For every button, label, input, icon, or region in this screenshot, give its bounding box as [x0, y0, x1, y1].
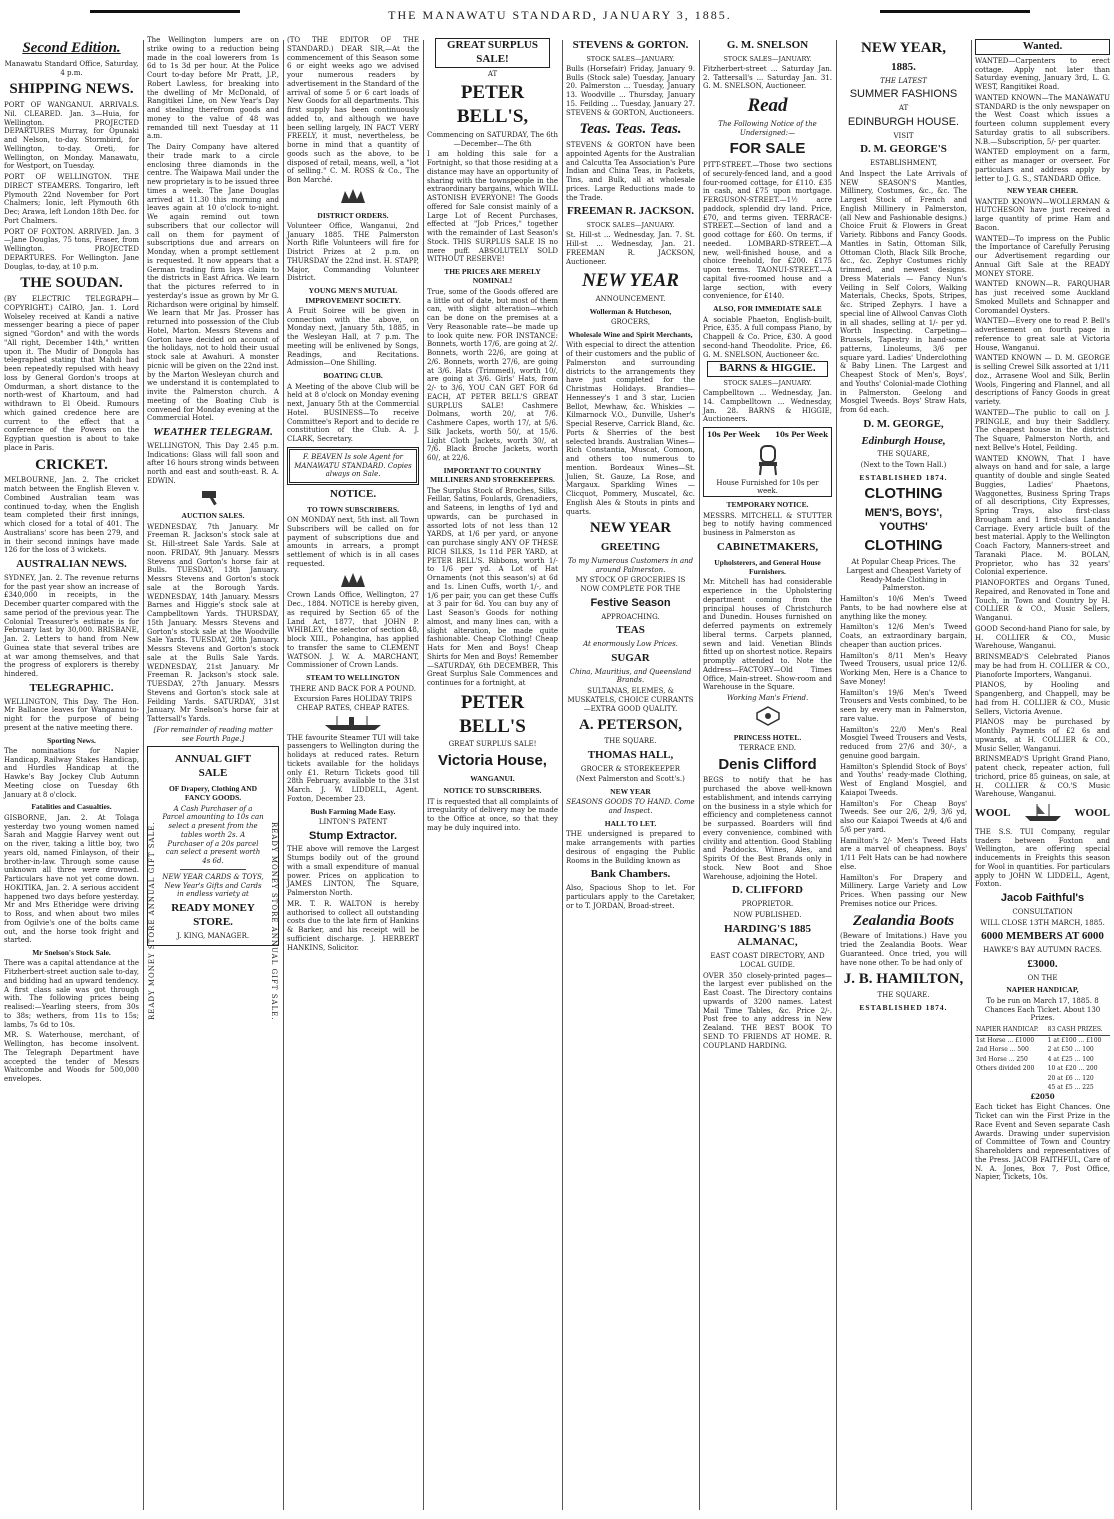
cabinetmakers-heading: CABINETMAKERS,: [716, 540, 819, 553]
wollerman-hutcheson: Wollerman & Hutcheson,: [589, 306, 672, 316]
hamilton-ad-6: Hamilton's Splendid Stock of Boys' and Youths' ready-made Clothing, West of England Mosgiel, and Kaiapoi Tweeds.: [840, 762, 967, 797]
wool-left: WOOL: [975, 806, 1011, 819]
also-heading: ALSO, FOR IMMEDIATE SALE: [713, 304, 822, 314]
annual-gift-sale-sub: OF Drapery, Clothing AND FANCY GOODS.: [168, 783, 258, 803]
column-5: [562, 36, 699, 1512]
annual-gift-sale-ad: [147, 746, 279, 1021]
harding-almanac-heading: HARDING'S 1885 ALMANAC,: [723, 922, 812, 949]
annual-gift-sale-body: A Cash Purchaser of a Parcel amounting to 10s can select a present from the tables worth 2s. A Purchaser of a 20s parcel can select a present worth 4s 6d.: [162, 804, 264, 866]
edinburgh-house: EDINBURGH HOUSE.: [847, 115, 960, 128]
read-heading: Read: [747, 95, 788, 117]
established-1874: ESTABLISHED 1874.: [859, 472, 948, 482]
side-banner-right: READY MONEY STORE ANNUAL GIFT SALE.: [270, 822, 278, 1021]
announcement: ANNOUNCEMENT.: [595, 295, 666, 303]
wanted-9: WANTED—The public to call on J. PRINGLE, and buy their Saddlery. The cheapest house in the district. The Square, Palmerston North, and next Bellve's Hotel, Feilding.: [975, 408, 1110, 452]
fatalities-article: GISBORNE, Jan. 2. At Tolaga yesterday two young women named Sarah and Maggie Harvey went out on the river, taking a little boy, two years old, named Finlayson, of their brother-in-law. Through some cause unknown all three were drowned. Particulars have not yet come down. HOKITIKA, Jan. 2. A serious accident happened two days before yesterday. Mr and Mrs Etheridge were driving to Ross, and when about two miles from Ogilvie's one of the bolts came out, and the horse took fright and started.: [4, 813, 139, 945]
new-year-goods-sub: SEASONS GOODS TO HAND. Come and Inspect.: [566, 798, 695, 816]
greeting-heading: GREETING: [600, 541, 661, 553]
linton-patent: LINTON'S PATENT: [318, 817, 388, 826]
great-surplus-sale-banner: GREAT SURPLUS SALE!: [435, 38, 550, 68]
wanted-5: WANTED—To impress on the Public the Importance of Carefully Perusing our Advertisement regarding our Annual Gift Sale at the READY MONEY STORE.: [975, 234, 1110, 278]
tui-notice: THE favourite Steamer TUI will take passengers to Wellington during the holidays at reduced rates. Return tickets available for the holidays only £1. Return Tickets good till 28th February, available to the 31st March. J. W. LIDDELL, Agent. Foxton, December 23.: [287, 733, 419, 803]
cricket-article: MELBOURNE, Jan. 2. The cricket match between the English Eleven v. Combined Australian team was continued to-day, when the English team completed their first innings, which closed for a total of 401. The Australians' score has been 279, and in their second innings have made 126 for the loss of 3 wickets.: [4, 476, 139, 555]
wanted-8: WANTED KNOWN — D. M. GEORGE is selling Crewel Silk assorted at 1/11 doz., Arrasene Wool and Silk, Berlin Wools, Fingering and Flannel, and all descriptions of Fancy Goods in great variety.: [975, 354, 1110, 407]
steamer-icon: [287, 715, 419, 734]
on-the: ON THE: [1027, 973, 1058, 982]
soudan-article: (BY ELECTRIC TELEGRAPH—COPYRIGHT.) CAIRO, Jan. 1. Lord Wolseley received at Kandi a native messenger bearing a piece of paper signed "Gordon" and with the words "All right, December 14th," written upon it. The Mudir of Dongola has telegraphed stating that Mahdi had been repeatedly repulsed with heavy loss by General Gordon's troops at Omdurman, a short distance to the north-west of Khartoum, and had withdrawn to El Obeid. Rumours which gained credence here are current to the effect that a conference of the Powers on the Egyptian question is about to take place in Paris.: [4, 295, 139, 452]
hotel-crest-icon: [703, 705, 832, 730]
freeman-jackson-heading: FREEMAN R. JACKSON.: [566, 205, 695, 218]
prize-table-cell: 10 at £20 ... 200: [1047, 1065, 1098, 1072]
the-square: THE SQUARE,: [877, 450, 930, 459]
prize-table-cell: 2nd Horse ... 500: [976, 1046, 1029, 1053]
masthead: [0, 0, 1114, 36]
prize-table-cell: 4 at £25 ... 100: [1047, 1055, 1094, 1063]
district-orders-heading: DISTRICT ORDERS.: [317, 210, 389, 220]
furniture-ad: [703, 427, 832, 497]
wholesale-label: Wholesale Wine and Spirit Merchants,: [568, 329, 693, 339]
boating-notice: A Meeting of the above Club will be held at 8 o'clock on Monday evening next, January 5th at the Commercial Hotel. BUSINESS—To receive Committee's Report and to decide re constitution of the Club. A. J. CLARK, Secretary.: [287, 382, 419, 443]
remainder-note: [For remainder of reading matter see Fourth Page.]: [153, 725, 273, 743]
prize-table-row: [975, 1035, 1110, 1045]
barns-higgie-list: Campbelltown ... Wednesday, Jan. 14. Campbelltown ... Wednesday, Jan. 28. BARNS & HIGGIE, Auctioneers.: [703, 389, 832, 424]
piano-ad-2: GOOD Second-hand Piano for sale, by H. COLLIER & CO., Music Warehouse, Wanganui.: [975, 624, 1110, 651]
teas-heading: Teas. Teas. Teas.: [579, 121, 682, 138]
grocers-label: GROCERS,: [610, 318, 651, 327]
upholsterers-sub: Upholsterers, and General House Furnishers.: [714, 557, 821, 576]
sporting-heading: Sporting News.: [47, 735, 96, 745]
thomas-hall-sub2: (Next Palmerston and Scott's.): [576, 775, 685, 784]
australian-article: SYDNEY, Jan. 2. The revenue returns for the past year show an increase of £340,000 in receipts, in the December quarter compared with the same period of the previous year. The Colonial Treasurer's estimate is for February last by 30,000. BRISBANE, Jan. 2. Letters to hand from New Guinea state that several tribes are at war among themselves, and that the progress of explorers is thereby hindered.: [4, 573, 139, 678]
new-year-cheer: NEW YEAR CHEER.: [1006, 186, 1079, 196]
port-foxton: PORT OF FOXTON. ARRIVED. Jan. 3—Jane Douglas, 75 tons, Fraser, from Wellington. PROJECTED DEPARTURES. For Wellington. Jane Douglas, to-day, at 10 p.m.: [4, 227, 139, 271]
sugar-heading: SUGAR: [611, 651, 650, 664]
peter-bells-heading: PETER BELL'S,: [456, 82, 529, 127]
notice-subscribers-heading: NOTICE TO SUBSCRIBERS.: [443, 786, 542, 796]
establishment: ESTABLISHMENT,: [870, 159, 937, 167]
sugar-sub: China, Mauritius, and Queensland Brands.: [569, 667, 692, 685]
prize-table-cell: 1st Horse ... £1000: [976, 1036, 1035, 1044]
now-published: NOW PUBLISHED.: [733, 910, 802, 919]
clifford-signature: D. CLIFFORD: [732, 884, 803, 897]
masthead-title: THE MANAWATU STANDARD, JANUARY 3, 1885.: [388, 8, 732, 22]
soudan-heading: THE SOUDAN.: [20, 275, 123, 292]
port-wanganui: PORT OF WANGANUI. ARRIVALS. Nil. CLEARED. Jan. 3—Huia, for Wellington. PROJECTED DEPARTURES Murray, for Opunaki and Nelson, to-day. Stormbird, for Wellington, to-day. Oreti, for Wellington, on Monday. Manawatu, for Westport, on Tuesday.: [4, 101, 139, 171]
column-3: [283, 36, 423, 1512]
greeting-new-year: NEW YEAR: [589, 520, 672, 537]
house-furnished: House Furnished for 10s per week.: [716, 478, 819, 496]
also-body: A sociable Phaeton, English-built, Price, £35. A full compass Piano, by Chappell & Co. Price, £30. A good second-hand Theodolite. Price, £6. G. M. SNELSON, Auctioneer &c.: [703, 315, 832, 359]
stump-extractor-heading: Stump Extractor.: [308, 829, 398, 842]
prices-nominal: THE PRICES ARE MERELY NOMINAL!: [444, 267, 541, 286]
fatalities-heading: Fatalities and Casualties.: [31, 802, 112, 812]
george-signature: D. M. GEORGE,: [863, 417, 944, 430]
wanted-3: WANTED employment on a farm, either as manager or overseer. For particulars and address apply by letter to J. G. S., STANDARD Office.: [975, 148, 1110, 183]
george-body: And Inspect the Late Arrivals of NEW SEASON'S Mantles, Millinery, Costumes, &c., &c. The Largest Stock of French and English Millinery in Palmerston, (all New and Fashionable designs.) Choice Fruit & Flowers in Great Variety. Ribbons and Fancy Goods. Mantles in Satin, Ottoman Silk, Ottoman Cloth, Black Silk Broche, &c., &c. Zephyr Costumes richly trimmed, and newest designs. Dress Materials — Fancy Nun's Veiling in Self Colors, Walking Materials, Checks, Spots, Stripes, &c. Striped Zephyrs. I have a special line of Allwool Canvas Cloth in all shades, selling at 1/- per yd. Worth Inspecting. Carpeting—Brussels, Tapestry in hand-some patterns, Linoleums, 3/6 per square yard. Ladies' Underclothing & Baby Linen. The Largest and Cheapest Stock of Men's, Boys', and Youths' Colonial-made Clothing in Palmerston. Geelong and Mosgiel Tweeds. Boys' Straw Hats, from 6d each.: [840, 169, 967, 414]
hamilton-ad-9: Hamilton's For Drapery and Millinery. Large Variety and Low Prices. When passing our New Premises notice our Prices.: [840, 873, 967, 908]
sultanas-line: SULTANAS, ELEMES, & MUSKATELS, CHOICE CURRANTS—EXTRA GOOD QUALITY.: [567, 687, 694, 713]
bank-chambers-body: Also, Spacious Shop to let. For particulars apply to the Caretaker, or to T. JORDAN, Broad-street.: [566, 884, 695, 910]
teas2-sub: At enormously Low Prices.: [583, 640, 678, 648]
cricket-heading: CRICKET.: [35, 456, 108, 473]
clothing-heading: CLOTHING: [864, 485, 943, 503]
at-label: AT: [898, 104, 909, 112]
column-7: [836, 36, 971, 1512]
for-sale-body: PITT-STREET.—Those two sections of securely-fenced land, and a good four-roomed cottage, for £110. £35 in cash, and £75 upon mortgage. FERGUSON-STREET.—1½ acre paddock, splendid dry land. Price, £70, and terms given. TERRACE-STREET.—Section of land and a good cottage for £60. On terms, if needed. LOMBARD-STREET.—A new, well-finished house, and a choice freehold, for £200. £175 upon terms. TAONUI-STREET.—A capital five-roomed house and a large section, with every convenience, for £140.: [703, 161, 832, 301]
hamilton-ad-2: Hamilton's 12/6 Men's Tweed Coats, an extraordinary bargain, cheaper than auction prices.: [840, 623, 967, 649]
wanted-10: WANTED KNOWN, That I have always on hand and for sale, a large quantity of double and single Seated Buggies, Ladies' Phaetons, Waggonettes, Business Spring Traps of all descriptions, City Expresses, Spring Trays, also first-class Brougham and 1 first-class Landau Carriage. Every article built of the best material. Apply to the Wellington Coach Factory, Manners-street and Taranaki Place. M. BOLAN, Proprietor, who has 32 years' Colonial experience.: [975, 454, 1110, 577]
sporting-article: The nominations for Napier Handicap, Railway Stakes Handicap, and Hurdles Handicap at the Hawke's Bay Jockey Club Autumn Meeting close on Tuesday 6th January at 8 o'clock.: [4, 746, 139, 799]
dm-george-heading: D. M. GEORGE'S: [860, 143, 947, 156]
napier-handicap: NAPIER HANDICAP,: [1006, 985, 1079, 995]
district-orders: Volunteer Office, Wanganui, 2nd January 1885. THE Palmerston North Rifle Volunteers will fire for District Prizes at 2 p.m. on THURSDAY the 22nd inst. H. STAPP, Major, Commanding Volunteer District.: [287, 221, 419, 283]
read-sub: The Following Notice of the Undersigned:—: [718, 119, 817, 137]
prize-table-row: [975, 1045, 1110, 1055]
harding-body: OVER 350 closely-printed pages—the largest ever published on the East Coast. The Directory contains upwards of 3200 names. Latest Mail Time Tables, &c. Price 2/-. Post free to any address in New Zealand. THE BEST BOOK TO SEND TO FRIENDS AT HOME. R. COUPLAND HARDING.: [703, 971, 832, 1050]
working-mans-friend: Working Man's Friend.: [726, 694, 809, 702]
peter-bells-footer: PETER BELL'S: [459, 691, 526, 737]
chair-icon: [707, 444, 828, 479]
festive-season: Festive Season: [590, 596, 671, 609]
local-news-body: The Dairy Company have altered their trade mark to a circle enclosing three diamonds in the centre. The Waipawa Mail under the new proprietary is to be issued three times a week. The Jane Douglas arrived at 11.30 this morning and leaves again at 10 o'clock to-night. We again remind out town subscribers that our collector will call on them for payment of subscriptions due and arrears on Monday, when a prompt settlement is requested. It now appears that a German trading firm lays claim to the districts in East Africa. We learn that the pictures referred to in yesterday's issue as grown by Mr G. Richardson were original by himself. We learn that Mr Jas. Prosser has returned into possession of the Club Hotel, Marton. Messrs Stevens and Gorton have decided on account of the holidays, not to hold their usual stock sale at Awahuri. A monster picnic will be given on the 22nd inst. by the Marton Wesleyan church and we understand it is contemplated to invite the Palmerston church. A meeting of the Boating Club is convened for Monday evening at the Commercial Hotel.: [147, 143, 279, 423]
commencing: Commencing on SATURDAY, The 6th—December—The 6th: [427, 130, 558, 148]
walton-notice: MR. T. R. WALTON is hereby authorised to collect all outstanding costs due to the late firm of Hankins & Barker, and his receipt will be sufficient discharge. J. HERBERT HANKINS, Solicitor.: [287, 899, 419, 952]
great-surplus-sale-footer: GREAT SURPLUS SALE!: [448, 740, 537, 749]
wanted-1: WANTED—Carpenters to erect cottage. Apply not later than Saturday evening, January 3rd, L. G. WEST, Rangitikei Road.: [975, 56, 1110, 91]
prize-table-cell: 20 at £6 ... 120: [1047, 1074, 1094, 1082]
bush-farming-heading: Bush Farming Made Easy.: [310, 806, 396, 816]
piano-ad-3: BRINSMEAD'S Celebrated Pianos may be had from H. COLLIER & CO., Pianoforte Importers, Wanganui.: [975, 653, 1110, 679]
thomas-hall-sub: GROCER & STOREKEEPER: [580, 764, 681, 773]
peterson-heading: A. PETERSON,: [579, 717, 682, 734]
wanganui-label: WANGANUI.: [470, 773, 515, 783]
wanted-7: WANTED—Every one to read P. Bell's advertisement on fourth page in reference to great sale at Victoria House, Wanganui.: [975, 317, 1110, 352]
jacob-faithful-heading: Jacob Faithful's: [1000, 892, 1085, 905]
column-2: [143, 36, 283, 1512]
column-1: [0, 36, 143, 1512]
denis-clifford-heading: Denis Clifford: [718, 755, 817, 773]
snelson-sub: STOCK SALES—JANUARY.: [723, 54, 812, 63]
freeman-jackson-sub: STOCK SALES—JANUARY.: [586, 221, 675, 230]
summer-fashions: SUMMER FASHIONS: [849, 88, 958, 101]
hamilton-ad-8: Hamilton's 2/- Men's Tweed Hats are a marvel of cheapness. Boys' 1/11 Felt Hats can be had nowhere else.: [840, 836, 967, 871]
prize-table-cell: [975, 1074, 1047, 1084]
established-1874-footer: ESTABLISHED 1874.: [859, 1002, 948, 1012]
visit-label: VISIT: [893, 131, 914, 140]
per-week-right: 10s Per Week: [775, 430, 828, 440]
stump-extractor-body: THE above will remove the Largest Stumps bodily out of the ground with a small expenditure of manual power. Prices on application to JAMES LINTON, The Square, Palmerston North.: [287, 845, 419, 898]
freeman-jackson-list: St. Hill-st ... Wednesday, Jan. 7. St. Hill-st ... Wednesday, Jan. 21. FREEMAN R. JACKSON, Auctioneer.: [566, 231, 695, 266]
prize-table-row: [975, 1064, 1110, 1074]
teas2-heading: TEAS: [616, 624, 645, 637]
column-6: [699, 36, 836, 1512]
cheap-prices: At Popular Cheap Prices. The Largest and Cheapest Variety of Ready-Made Clothing in Palmerston.: [846, 558, 961, 593]
piano-ad-6: BRINSMEAD'S Upright Grand Piano, patent check, repeater action, full trichord, price 85 guineas, on sale, at H. COLLIER & CO.'S Music Warehouse, Wanganui.: [975, 755, 1110, 799]
steam-sub: THERE AND BACK FOR A POUND.: [290, 684, 416, 693]
prize-total: £2050: [1030, 1091, 1055, 1101]
excursion-fares: Excursion Fares HOLIDAY TRIPS CHEAP RATES, CHEAP RATES.: [293, 695, 413, 712]
piano-ad-4: PIANOS, by Hooling and Spangenberg, and Chappell, may be had from H. COLLIER & CO., Music Sellers, Victoria Avenue.: [975, 681, 1110, 716]
jb-hamilton-heading: J. B. HAMILTON,: [843, 971, 964, 988]
teas-body: STEVENS & GORTON have been appointed Agents for the Australian and Calcutta Tea Association's Pure Indian and China Teas, in Packets, Tins, and Bulk, all at wholesale prices. Large Reductions made to the Trade.: [566, 141, 695, 202]
auction-list: WEDNESDAY, 7th January. Mr Freeman R. Jackson's stock sale at St. Hill-street Sale Yards. Sale at noon. FRIDAY, 9th January. Messrs Stevens and Gorton's horse fair at Bulls. TUESDAY, 13th January. Messrs Stevens and Gorton's stock sale at the Borough Yards. WEDNESDAY, 14th January. Messrs Barnes and Higgie's stock sale at Campbelltown Yards. THURSDAY, 15th January. Messrs Stevens and Gorton's stock sale at the Woodville Sale Yards. TUESDAY, 20th January. Messrs Stevens and Gorton's stock sale at the Bulls Sale Yards. WEDNESDAY, 21st January. Mr Freeman R. Jackson's stock sale. TUESDAY, 27th January. Messrs Stevens and Gorton's stock sale at Feilding Yards. SATURDAY, 31st January. Mr Snelson's horse fair at Tattersall's Yards.: [147, 522, 279, 724]
notice-heading: NOTICE.: [329, 488, 377, 500]
column-4: [423, 36, 562, 1512]
notice-body: ON MONDAY next, 5th inst. all Town Subscribers will be called on for payment of subscriptions due and amounts in arrears, a prompt settlement of which is in all cases requested.: [287, 516, 419, 568]
piano-ad-5: PIANOS may be purchased by Monthly Payments of £2 6s and upwards, at H. COLLIER & CO., Music Seller, Wanganui.: [975, 718, 1110, 753]
snelson-sale-heading: Mr Snelson's Stock Sale.: [32, 948, 111, 957]
new-year-cards: NEW YEAR CARDS & TOYS, New Year's Gifts and Cards in endless variety at: [162, 872, 264, 899]
hall-to-let-heading: HALL TO LET.: [604, 818, 657, 828]
boating-heading: BOATING CLUB.: [323, 371, 383, 381]
wool-ship-icon: [1023, 802, 1063, 825]
princess-hotel-heading: PRINCESS HOTEL.: [733, 732, 802, 742]
beaven-agent-box: F. BEAVEN Is sole Agent for MANAWATU STANDARD. Copies always on Sale.: [287, 447, 419, 485]
zealandia-body: (Beware of Imitations.) Have you tried the Zealandia Boots. Wear Guaranteed. Once tried, you will have none other. To be had only of: [840, 932, 967, 967]
hall-to-let-body: THE undersigned is prepared to make arrangements with parties desirous of engaging the Public Rooms in the Building known as: [566, 830, 695, 865]
weather-article: WELLINGTON, This Day 2.45 p.m. Indications: Glass will fall soon and after 16 hours strong winds between north and east and south-east. R. A. EDWIN.: [147, 441, 279, 485]
steam-heading: STEAM TO WELLINGTON: [306, 673, 400, 683]
prize-table-cell: 45 at £5 ... 225: [1047, 1084, 1094, 1091]
latest-label: THE LATEST: [880, 76, 927, 85]
prize-table-row: [975, 1055, 1110, 1065]
wanted-4: WANTED KNOWN—WOLLERMAN & HUTCHESON have just received a large quantity of prime Ham and Bacon.: [975, 197, 1110, 232]
ymis-heading: YOUNG MEN'S MUTUAL IMPROVEMENT SOCIETY.: [305, 286, 401, 305]
temporary-notice-body: MESSRS. MITCHELL & STUTTER beg to notify having commenced business in Palmerston as: [703, 511, 832, 537]
stevens-gorton-list: Bulls (Horsefair) Friday, January 9. Bulls (Stock sale) Tuesday, January 20. Palmerston ... Tuesday, January 13. Woodville ... Thursday, January 15. Feilding ... Tuesday, January 27. STEVENS & GORTON, Auctioneers.: [566, 64, 695, 117]
hamilton-ad-7: Hamilton's For Cheap Boys' Tweeds. See our 2/6, 2/9, 3/6 yd, also our Kaiapoi Tweeds at 4/6 and 5/6 per yard.: [840, 799, 967, 834]
mens-boys-youths: MEN'S, BOYS', YOUTHS': [864, 506, 943, 533]
hamilton-ad-4: Hamilton's 19/6 Men's Tweed Trousers and Vests combined, to be seen by every man in Palmerston, rare value.: [840, 688, 967, 723]
wool-right: WOOL: [1074, 806, 1110, 819]
store-manager: J. KING, MANAGER.: [176, 931, 250, 940]
wool-banner: [975, 802, 1110, 825]
hamilton-ad-3: Hamilton's 8/11 Men's Heavy Tweed Trousers, usual price 12/6. Working Men, Here is a Chance to Save Money!: [840, 651, 967, 686]
snelson-heading: G. M. SNELSON: [726, 39, 809, 51]
stevens-gorton-sub: STOCK SALES—JANUARY.: [586, 54, 675, 63]
greeting-sub: To my Numerous Customers in and around Palmerston.: [567, 556, 694, 574]
groceries-line: MY STOCK OF GROCERIES IS NOW COMPLETE FOR THE: [575, 576, 686, 593]
jb-hamilton-square: THE SQUARE.: [877, 991, 930, 1000]
consultation-footer: Each ticket has Eight Chances. One Ticket can win the First Prize in the Race Event and Seven separate Cash Awards. Drawing under supervision of Committee of Town and Country Shareholders and representatives of the Press. JACOB FAITHFUL, Care of N. A. Jones, Box 7, Post Office, Napier, Tickets, 10s.: [975, 1103, 1110, 1182]
temporary-notice-heading: TEMPORARY NOTICE.: [726, 500, 809, 510]
notice-sub: TO TOWN SUBSCRIBERS.: [307, 504, 399, 514]
prize-table-cell: 3rd Horse ... 250: [976, 1055, 1028, 1063]
prize-table-cell: NAPIER HANDICAP.: [975, 1025, 1047, 1035]
side-banner-left: READY MONEY STORE ANNUAL GIFT SALE.: [148, 822, 156, 1021]
telegraphic-heading: TELEGRAPHIC.: [29, 681, 114, 694]
prize-table-cell: Others divided 200: [976, 1065, 1035, 1072]
surplus-sale-intro: I am holding this sale for a Fortnight, so that those residing at a distance may have an opportunity of sharing with the townspeople in the extraordinary bargains, which WILL ASTONISH EVERYONE! The Goods offered for Sale consist mainly of a Large Lot of Recent Purchases, effected at "Job Prices," together with the remainder of Last Season's Stock. THIS SURPLUS SALE IS no mere puff. ABSOLUTELY SOLD WITHOUT RESERVE!: [427, 150, 558, 264]
new-year-heading: NEW YEAR: [582, 270, 679, 292]
bon-marche-letter: (TO THE EDITOR OF THE STANDARD.) DEAR SIR,—At the commencement of this Season some 6 or eight weeks ago we advised your numerous readers by advertisement in the Standard of the arrival of some 5 or 6 cart loads of New Goods for all departments. This first supply has been continuously added to, and although we have been selling largely, IN FACT VERY FREELY, it must, nevertheless, be borne in mind that a quantity of goods such as the above, to be disposed of retail, means, well, a "lot of selling." C. M. ROSS & Co., The Bon Marché.: [287, 36, 419, 184]
barns-higgie-sub: STOCK SALES—JANUARY.: [723, 379, 812, 387]
hawkes-bay-races: HAWKE'S BAY AUTUMN RACES.: [983, 946, 1102, 955]
surplus-sale-body: True, some of the Goods offered are a little out of date, but most of them can, with slight alteration—which can be done on the premises at a Very Reasonable rate—be made up to look quite new. FOR INSTANCE: Bonnets, worth 17/6, are going at 2/. Bonnets, worth 22/6, are going at 2/6. Bonnets, worth 27/6, are going at 3/6. Hats (Trimmed), worth 10/, are going at 3/6. Girls' Hats, from 2/- to 3/6, YOU CAN GET FOR 6d EACH, AT PETER BELL'S GREAT SURPLUS SALE! Cashmere Dolmans, worth 20/, at 7/6. Cashmere Capes, worth 17/, at 5/6. Silk Jackets, worth 50/, at 15/6. Light Cloth Jackets, worth 30/, at 7/6. Black Broche Jackets, worth 60/, at 22/6.: [427, 287, 558, 462]
prize-amount: £3000.: [1027, 957, 1058, 970]
denis-clifford-body: BEGS to notify that he has purchased the above well-known establishment, and intends carrying on the business in a style which for efficiency and completeness cannot be surpassed. Boarders will find every convenience, combined with civility and attention. Good Stabling and Paddocks. Wines, Ales, and Spirits Of the Best Brands only in stock. New Boot and Shoe Warehouse, adjoining the Hotel.: [703, 776, 832, 881]
proprietor: PROPRIETOR.: [741, 900, 794, 909]
next-town-hall: (Next to the Town Hall.): [860, 461, 947, 469]
clothing-heading-2: CLOTHING: [864, 537, 943, 555]
prize-table-cell: 1 at £100 ... £100: [1047, 1036, 1102, 1044]
cabinetmakers-body: Mr. Mitchell has had considerable experience in the Upholstering department coming from the principal houses of Christchurch and Dunedin. Houses furnished on deferred payments on extremely liberal terms. Carpets planned, sewn and laid. Venetian Blinds fitted up on shortest notice. Repairs promptly attended to. Note the Address—FACTORY—Old Times Office, Main-street. Show-room and Warehouse in the Square.: [703, 578, 832, 692]
port-wellington: PORT OF WELLINGTON. THE DIRECT STEAMERS. Tongariro, left Plymouth 22nd November for Port Chalmers; Ionic, left Plymouth 6th Dec; Arawa, left London 18th Dec. for Port Chalmers.: [4, 173, 139, 225]
local-news-intro: The Wellington lumpers are on strike owing to a reduction being made in the coal lowerers from 1s 6d to 1s 3d per hour. At the Police Court to-day before Mr Pratt, J.P., Robert Lawless, for breaking into the dwelling of Mr McDonald, of Rangitikei Line, on New Year's Day and stealing therefrom goods and money to the value of 48 was remanded till next Tuesday at 11 a.m.: [147, 36, 279, 141]
bank-chambers: Bank Chambers.: [590, 868, 671, 881]
harding-sub: EAST COAST DIRECTORY, AND LOCAL GUIDE.: [710, 952, 825, 969]
crown-lands-notice: Crown Lands Office, Wellington, 27 Dec., 1884. NOTICE is hereby given, as required by Section 65 of the Land Act, 1877, that JOHN P. WHIBLEY, the selector of section 48, block XIII., Pohangina, has applied to transfer the same to CLEMENT WATSON. J. W. A. MARCHANT, Commissioner of Crown Lands.: [287, 591, 419, 670]
zealandia-boots-heading: Zealandia Boots: [852, 912, 955, 929]
members-line: 6000 MEMBERS AT 6000: [981, 930, 1104, 943]
per-week-left: 10s Per Week: [707, 430, 760, 440]
snelson-list: Fitzherbert-street ... Saturday Jan. 2. Tattersall's ... Saturday Jan. 31. G. M. SNELSON, Auctioneer.: [703, 64, 832, 91]
new-year-goods: NEW YEAR: [610, 787, 651, 796]
ready-money-store: READY MONEY STORE.: [171, 902, 255, 928]
hamilton-ad-5: Hamilton's 22/0 Men's Real Mosgiel Tweed Trousers and Vests, reduced from 27/6 and 30/-, a genuine good bargain.: [840, 725, 967, 760]
shipping-heading: SHIPPING NEWS.: [9, 81, 134, 98]
for-sale-heading: FOR SALE: [729, 140, 806, 158]
important-body: The Surplus Stock of Broches, Silks, Feillar, Satins, Foulards, Grenadiers, and Sateens, in lengths of 1yd and upwards, can be purchased in assorted lots of not less than 12 YARDS, at 1/6 per yard, or anyone can purchase singly ANY OF THESE RICH SILKS, 1s 11d PER YARD, at PETER BELL'S. Ribbons, worth 1/- to 1/6 per yd. A Lot of Hat Ornaments (not this season's) at 6d and 1s. Linen Cuffs, worth 1/-, and 1/6 per pair, you can get these Cuffs at 3 pair for 6d. You can buy any of Last Season's Goods for nothing almost, and many lines can, with a slight alteration, be made quite fashionable. Cheap Clothing! Cheap Hats for Men and Boys! Cheap Shirts for Men and Boys! Remember—SATURDAY, 6th DECEMBER, This Great Surplus Sale Commences and continues for a fortnight, at: [427, 486, 558, 687]
column-8: [971, 36, 1114, 1512]
prize-table-cell: 83 CASH PRIZES.: [1047, 1025, 1110, 1035]
office-line: Manawatu Standard Office, Saturday, 4 p.m.: [4, 59, 139, 77]
masthead-rule-left: [90, 10, 240, 13]
closes-date: WILL CLOSE 13TH MARCH, 1885.: [980, 918, 1105, 927]
stevens-gorton-heading: STEVENS & GORTON.: [572, 39, 689, 51]
annual-gift-sale-heading: ANNUAL GIFT SALE: [174, 753, 252, 780]
thomas-hall-heading: THOMAS HALL,: [587, 748, 674, 761]
prize-table: [975, 1025, 1110, 1093]
crest-icon: [287, 571, 419, 592]
auction-heading: AUCTION SALES.: [181, 511, 245, 521]
hamilton-ad-1: Hamilton's 10/6 Men's Tweed Pants, to be had nowhere else at anything like the money.: [840, 595, 967, 621]
wollerman-body: With especial to direct the attention of their customers and the public of Palmerston and surrounding districts to the arrangements they have just completed for the Christmas Holidays. Brandies—Hennessey's 1 and 3 star, Lucien Bellot, Mewhaw, &c. Whiskies — Kilmarnock V.O., Dunville, Usher's Special Reserve, Carrick Bland, &c. Ports & Sherries of the best selected brands. Australian Wines—Rich Constantia, Muscat, Comoon, and others too numerous to mention. Bordeaux Wines—St. Julien, St. Gauze, La Rose, and Margaux. Sparkling Wines — Clicquot, Pommery, Muscatel, &c. English Ales & Stouts in pints and quarts.: [566, 341, 695, 516]
prize-table-row: [975, 1025, 1110, 1035]
prize-table-cell: 2 at £50 ... 100: [1047, 1046, 1094, 1053]
year-label: 1885.: [891, 60, 916, 73]
ymis-notice: A Fruit Soiree will be given in connection with the above, on Monday next, January 5th, 1885, in the Wesleyan Hall, at 7 p.m. The meeting will be enlivened by Songs, Readings, and Recitations. Admission—One Shilling.: [287, 306, 419, 368]
edition-heading: Second Edition.: [22, 40, 121, 56]
new-year-heading: NEW YEAR,: [860, 40, 946, 56]
snelson-sale-article: There was a capital attendance at the Fitzherbert-street auction sale to-day, and bidding had an upward tendency. A first class sale was got through with. The following prices being realised:—Yearling steers, from 30s to 38s; wethers, from 11s to 15s; lambs, 7s 6d to 10s.: [4, 959, 139, 1029]
at-label: AT: [487, 69, 498, 78]
prize-table-row: [975, 1074, 1110, 1084]
waterhouse-article: MR. S. Waterhouse, merchant, of Wellington, has become insolvent. The Telegraph Department have accepted the tender of Messrs Waitcombe and Woods for 500,000 envelopes.: [4, 1031, 139, 1084]
wanted-heading: Wanted.: [975, 39, 1110, 55]
masthead-rule-right: [880, 10, 1030, 13]
telegraphic-article: WELLINGTON, This Day. The Hon. Mr Ballance leaves for Wanganui to-night for the purpose of being present at the native meeting there.: [4, 697, 139, 732]
notice-subscribers-body: IT is requested that all complaints of irregularity of delivery may be made to the Office at once, so that they may be duly inquired into.: [427, 797, 558, 832]
wanted-2: WANTED KNOWN—The MANAWATU STANDARD is the only newspaper on the West Coast which issues a fourteen column supplement every Saturday gratis to all subscribers. N.B.—Subscription, 5/- per quarter.: [975, 93, 1110, 146]
auction-hammer-icon: [147, 488, 279, 509]
piano-ad-1: PIANOFORTES and Organs Tuned, Repaired, and Renovated in Tone and Touch, in Town and Country by H. COLLIER & CO., Music Sellers, Wanganui.: [975, 579, 1110, 623]
consultation: CONSULTATION: [1012, 907, 1073, 916]
victoria-house: Victoria House,: [438, 752, 547, 769]
wool-body: THE S.S. TUI Company, regular traders between Foxton and Wellington, are offering special inducements in Freights this season for Wool in quantities. For particulars apply to JOHN W. LIDDELL, Agent, Foxton.: [975, 827, 1110, 889]
crest-icon: [287, 187, 419, 208]
barns-higgie-heading: BARNS & HIGGIE.: [707, 361, 828, 377]
peterson-square: THE SQUARE.: [604, 737, 657, 745]
important-heading: IMPORTANT TO COUNTRY MILLINERS AND STOREKEEPERS.: [430, 465, 555, 485]
wanted-6: WANTED KNOWN—R. FARQUHAR has just received some Auckland Smoked Mullets and Schnapper and Coromandel Oysters.: [975, 280, 1110, 315]
australian-heading: AUSTRALIAN NEWS.: [16, 558, 127, 570]
terrace-end: TERRACE END.: [739, 743, 796, 752]
edinburgh-signature: Edinburgh House,: [861, 434, 946, 447]
approaching: APPROACHING.: [601, 612, 660, 621]
napier-body: To be run on March 17, 1885. 8 Chances Each Ticket. About 130 Prizes.: [984, 996, 1101, 1023]
weather-heading: WEATHER TELEGRAM.: [153, 426, 273, 438]
